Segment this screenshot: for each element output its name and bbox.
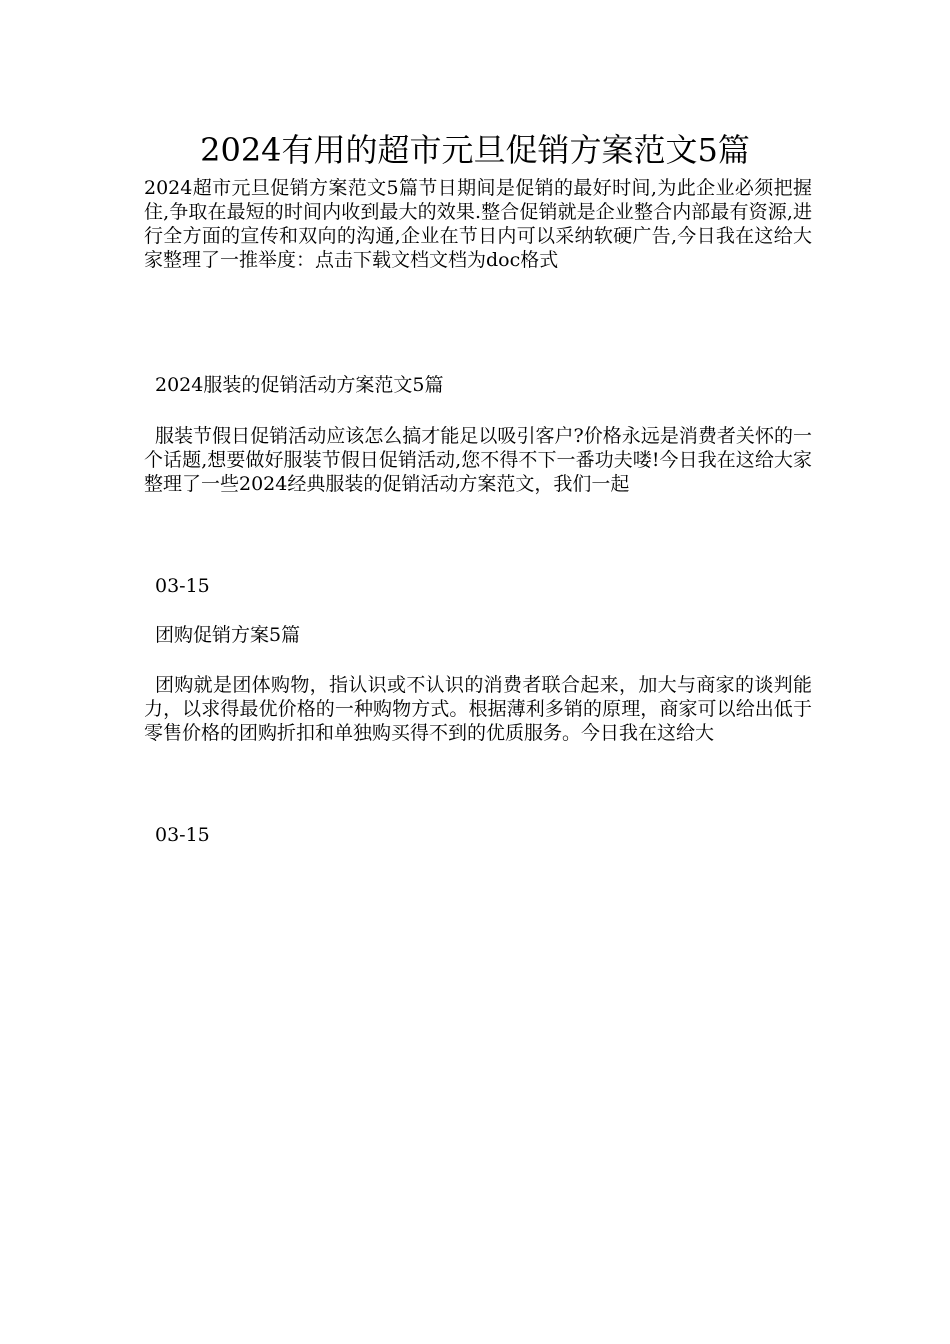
entry-date-clothing-promotion: 03-15 [155, 575, 210, 597]
entry-excerpt-clothing-promotion: 服装节假日促销活动应该怎么搞才能足以吸引客户?价格永远是消费者关怀的一个话题,想要做好服装节假日促销活动,您不得不下一番功夫喽!今日我在这给大家整理了一些2024经典服装的促销活动方案范文，我们一起 [144, 425, 812, 495]
entry-date-group-buying: 03-15 [155, 824, 210, 846]
document-intro: 2024超市元旦促销方案范文5篇节日期间是促销的最好时间,为此企业必须把握住,争取在最短的时间内收到最大的效果.整合促销就是企业整合内部最有资源,进行全方面的宣传和双向的沟通,企业在节日内可以采纳软硬广告,今日我在这给大家整理了一推举度：点击下载文档文档为doc格式 [144, 177, 812, 271]
entry-title-clothing-promotion[interactable]: 2024服装的促销活动方案范文5篇 [155, 374, 444, 396]
entry-title-group-buying[interactable]: 团购促销方案5篇 [155, 624, 301, 646]
entry-excerpt-group-buying: 团购就是团体购物，指认识或不认识的消费者联合起来，加大与商家的谈判能力，以求得最优价格的一种购物方式。根据薄利多销的原理，商家可以给出低于零售价格的团购折扣和单独购买得不到的优质服务。今日我在这给大 [144, 674, 812, 744]
document-title: 2024有用的超市元旦促销方案范文5篇 [200, 131, 750, 169]
